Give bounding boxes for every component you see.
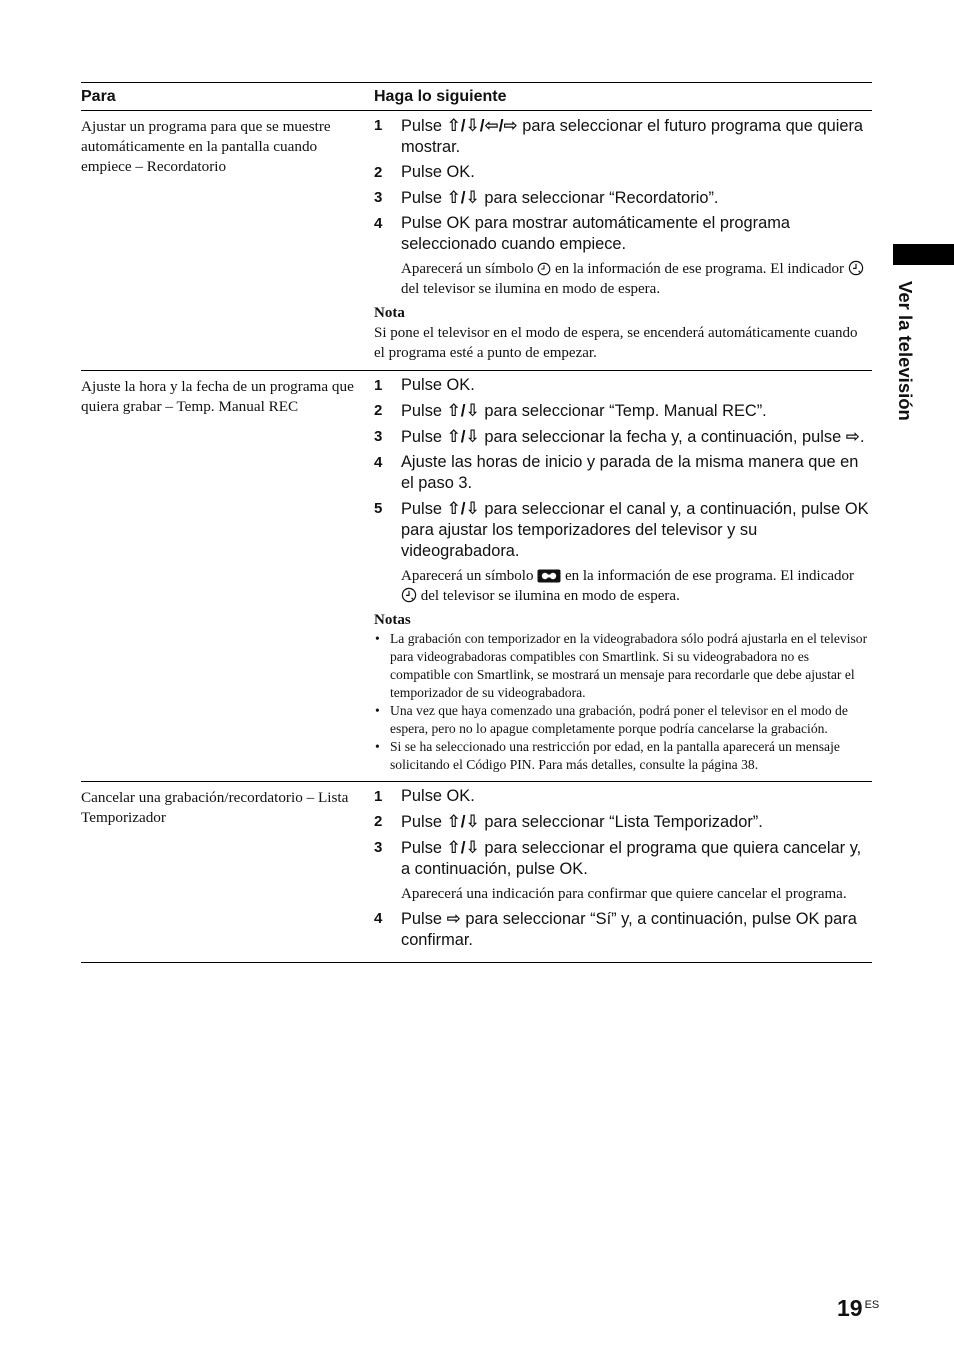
step-text: Pulse OK. bbox=[401, 376, 475, 394]
step-number: 3 bbox=[374, 839, 383, 856]
step bbox=[374, 375, 872, 396]
page-number-value: 19 bbox=[837, 1295, 863, 1321]
list-item: • Una vez que haya comenzado una grabación, podrá poner el televisor en el modo de espera, pero no lo apague completamente porque podría cancelarse la grabación. bbox=[374, 702, 872, 738]
step-number: 2 bbox=[374, 164, 383, 181]
step bbox=[374, 400, 872, 422]
step-number: 1 bbox=[374, 788, 383, 805]
section-label-text: Ver la televisión bbox=[895, 281, 916, 421]
step bbox=[374, 786, 872, 807]
notes-list bbox=[374, 630, 872, 774]
step-number: 1 bbox=[374, 117, 383, 134]
arrow-keys-icon: ⇧/⇩/⇦/⇨ bbox=[446, 116, 518, 135]
step-text: Pulse ⇧/⇩ para seleccionar la fecha y, a continuación, pulse ⇨. bbox=[401, 427, 865, 446]
step bbox=[374, 187, 872, 209]
note-text: Si pone el televisor en el modo de espera, se encenderá automáticamente cuando el programa esté a punto de empezar. bbox=[374, 325, 858, 361]
step-text: Pulse ⇧/⇩/⇦/⇨ para seleccionar el futuro programa que quiera mostrar. bbox=[401, 116, 864, 156]
instruction-table bbox=[81, 82, 872, 963]
step bbox=[374, 162, 872, 183]
vcr-cassette-icon bbox=[537, 569, 561, 583]
step bbox=[374, 213, 872, 255]
header-haga: Haga lo siguiente bbox=[374, 87, 507, 105]
clock-icon bbox=[537, 262, 551, 276]
step-text: Pulse OK para mostrar automáticamente el programa seleccionado cuando empiece. bbox=[401, 214, 790, 253]
table-row bbox=[81, 111, 872, 371]
step bbox=[374, 908, 872, 951]
step bbox=[374, 452, 872, 494]
row-para-text: Ajustar un programa para que se muestre automáticamente en la pantalla cuando empiece – Recordatorio bbox=[81, 118, 331, 175]
arrow-keys-icon: ⇧/⇩ bbox=[446, 838, 480, 857]
step-number: 4 bbox=[374, 454, 383, 471]
step bbox=[374, 811, 872, 833]
step-number: 2 bbox=[374, 402, 383, 419]
step-number: 3 bbox=[374, 189, 383, 206]
table-row bbox=[81, 371, 872, 782]
arrow-keys-icon: ⇧/⇩ bbox=[446, 499, 480, 518]
step-number: 3 bbox=[374, 428, 383, 445]
note-heading: Nota bbox=[374, 305, 405, 321]
step-text: Pulse ⇧/⇩ para seleccionar “Temp. Manual REC”. bbox=[401, 401, 767, 420]
step-detail: Aparecerá un símbolo en la información de ese programa. El indicador del televisor se ilumina en modo de espera. bbox=[401, 568, 855, 604]
arrow-keys-icon: ⇧/⇩ bbox=[446, 427, 480, 446]
arrow-keys-icon: ⇧/⇩ bbox=[446, 188, 480, 207]
step bbox=[374, 498, 872, 562]
step bbox=[374, 115, 872, 158]
standby-indicator-icon bbox=[848, 260, 864, 276]
list-item: • La grabación con temporizador en la videograbadora sólo podrá ajustarla en el televisor para videograbadoras compatibles con Smartlink. Si su videograbadora no es compatible con Smartlink, se mostrará un mensaje para recordarle que debe ajustar el temporizador de su videograbadora. bbox=[374, 630, 872, 702]
page-language-suffix: ES bbox=[864, 1299, 880, 1311]
header-para: Para bbox=[81, 87, 116, 105]
step-detail: Aparecerá un símbolo en la información de ese programa. El indicador del televisor se ilumina en modo de espera. bbox=[401, 259, 872, 299]
table-row bbox=[81, 782, 872, 963]
row-para-text: Cancelar una grabación/recordatorio – Lista Temporizador bbox=[81, 789, 349, 826]
step-text: Pulse ⇨ para seleccionar “Sí” y, a continuación, pulse OK para confirmar. bbox=[401, 909, 857, 949]
step-number: 4 bbox=[374, 215, 383, 232]
notes-heading: Notas bbox=[374, 612, 411, 628]
list-item: • Si se ha seleccionado una restricción por edad, en la pantalla aparecerá un mensaje solicitando el Código PIN. Para más detalles, consulte la página 38. bbox=[374, 738, 872, 774]
step-number: 2 bbox=[374, 813, 383, 830]
step-detail: Aparecerá una indicación para confirmar que quiere cancelar el programa. bbox=[401, 886, 847, 902]
step-text: Pulse OK. bbox=[401, 163, 475, 181]
row-para-text: Ajuste la hora y la fecha de un programa que quiera grabar – Temp. Manual REC bbox=[81, 378, 354, 415]
step bbox=[374, 426, 872, 448]
step-number: 4 bbox=[374, 910, 383, 927]
arrow-right-icon: ⇨ bbox=[845, 427, 861, 446]
step-number: 5 bbox=[374, 500, 383, 517]
standby-indicator-icon bbox=[401, 587, 417, 603]
page-number bbox=[837, 1295, 879, 1322]
step-text: Pulse ⇧/⇩ para seleccionar el programa que quiera cancelar y, a continuación, pulse OK. bbox=[401, 838, 862, 878]
table-header bbox=[81, 82, 872, 111]
step-text: Pulse ⇧/⇩ para seleccionar “Recordatorio”. bbox=[401, 188, 719, 207]
arrow-keys-icon: ⇧/⇩ bbox=[446, 812, 480, 831]
step-text: Ajuste las horas de inicio y parada de la misma manera que en el paso 3. bbox=[401, 453, 859, 492]
section-tab-marker bbox=[893, 244, 954, 265]
section-label bbox=[893, 281, 917, 431]
step bbox=[374, 837, 872, 880]
step-number: 1 bbox=[374, 377, 383, 394]
step-text: Pulse ⇧/⇩ para seleccionar el canal y, a continuación, pulse OK para ajustar los temporizadores del televisor y su videograbadora. bbox=[401, 499, 869, 560]
step-text: Pulse OK. bbox=[401, 787, 475, 805]
step-text: Pulse ⇧/⇩ para seleccionar “Lista Temporizador”. bbox=[401, 812, 763, 831]
arrow-right-icon: ⇨ bbox=[446, 909, 461, 928]
arrow-keys-icon: ⇧/⇩ bbox=[446, 401, 480, 420]
